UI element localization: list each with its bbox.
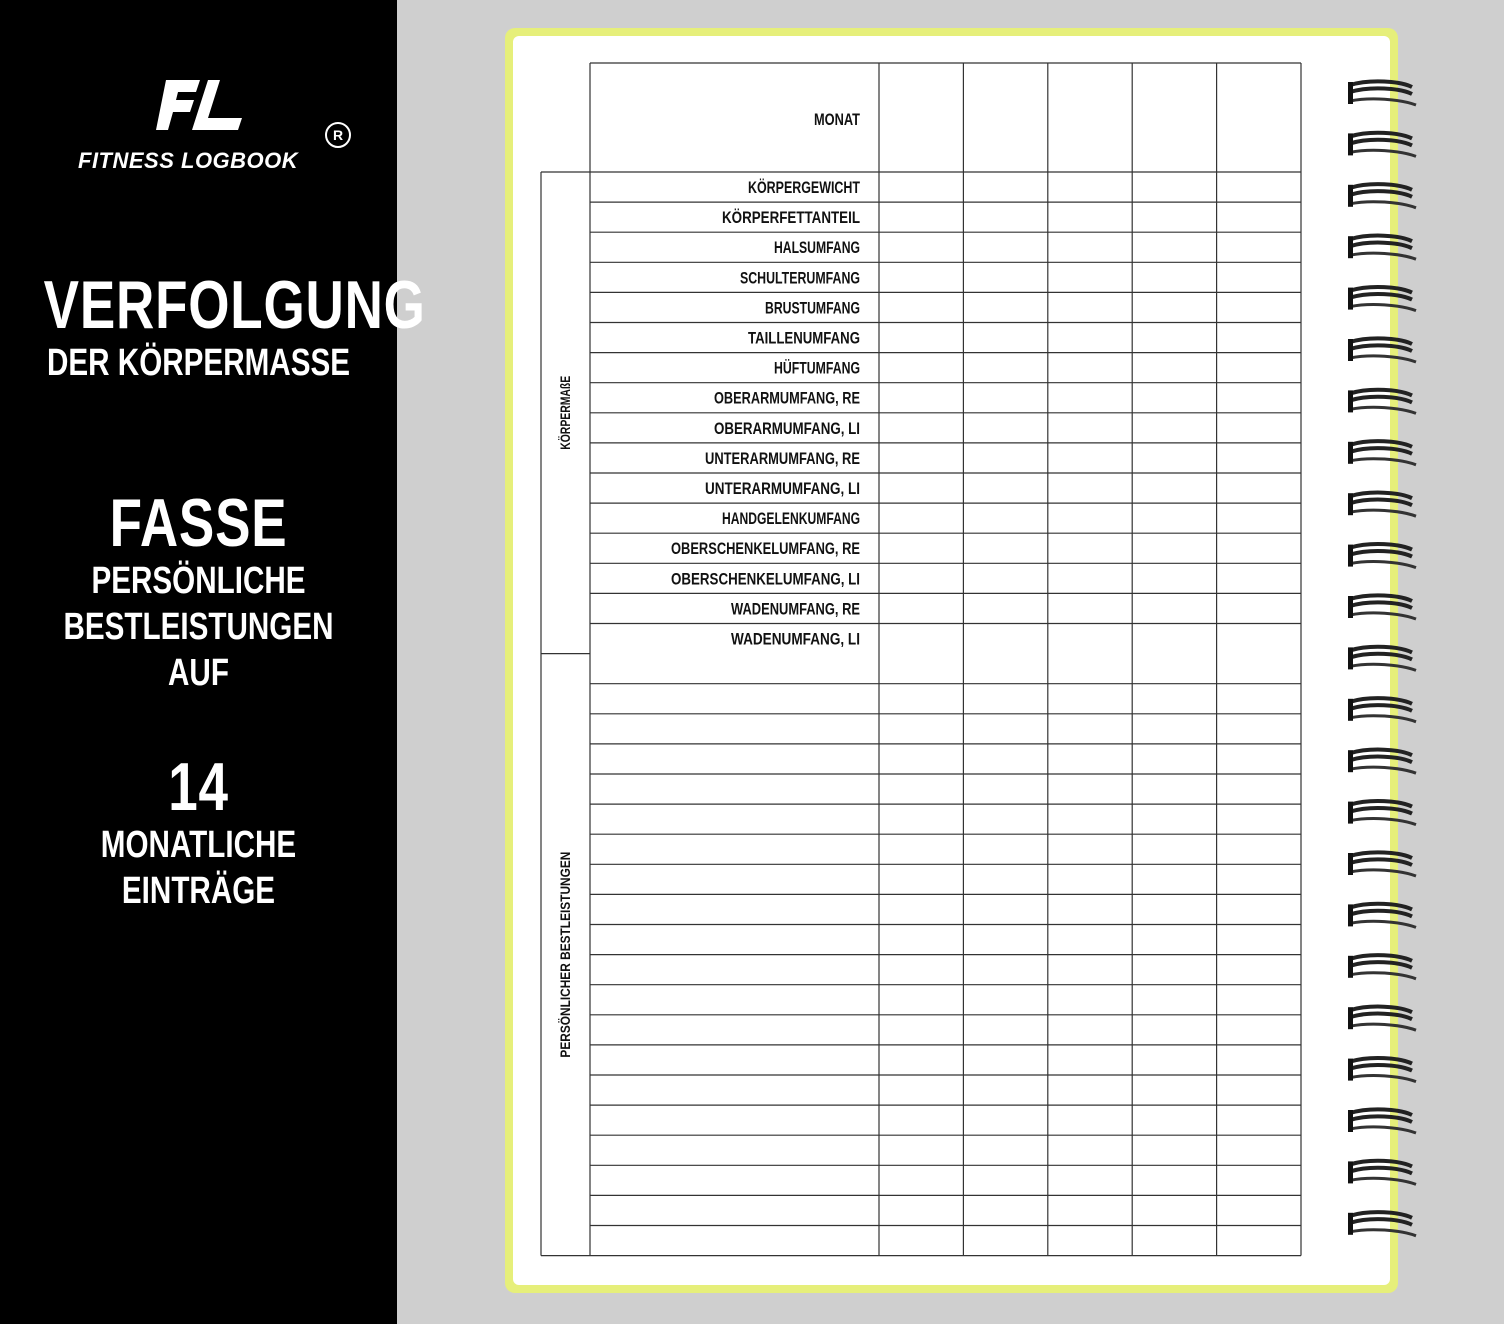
spiral-ring-icon xyxy=(1348,1058,1416,1082)
spiral-ring-icon xyxy=(1348,852,1416,876)
promo-records-sub-2: BESTLEISTUNGEN AUF xyxy=(63,606,334,694)
body-measure-label: WADENUMFANG, LI xyxy=(731,629,860,649)
spiral-ring-icon xyxy=(1348,544,1416,568)
promo-tracking-sub: DER KÖRPERMASSE xyxy=(46,342,351,384)
body-measure-label: UNTERARMUMFANG, RE xyxy=(705,448,860,468)
registered-mark-icon: R xyxy=(325,122,351,148)
body-measure-label: HANDGELENKUMFANG xyxy=(722,509,860,529)
spiral-ring-icon xyxy=(1348,81,1416,105)
brand-name: FITNESS LOGBOOK xyxy=(78,148,299,173)
spiral-ring-icon xyxy=(1348,133,1416,157)
spiral-ring-icon xyxy=(1348,750,1416,774)
promo-tracking xyxy=(43,267,426,386)
body-measure-label: OBERSCHENKELUMFANG, LI xyxy=(671,569,860,589)
body-measure-label: HÜFTUMFANG xyxy=(774,358,860,378)
spiral-ring-icon xyxy=(1348,955,1416,979)
section-records-label: PERSÖNLICHER BESTLEISTUNGEN xyxy=(557,814,573,1058)
spiral-ring-icon xyxy=(1348,647,1416,671)
promo-entries-count: 14 xyxy=(168,749,229,825)
section-body-label: KÖRPERMAßE xyxy=(557,350,573,450)
promo-records-title: FASSE xyxy=(109,485,288,561)
spiral-ring-icon xyxy=(1348,1109,1416,1133)
spiral-ring-icon xyxy=(1348,236,1416,260)
promo-entries-sub-2: EINTRÄGE xyxy=(121,870,276,912)
notebook xyxy=(505,28,1398,1293)
body-measure-label: SCHULTERUMFANG xyxy=(740,268,860,288)
promo-tracking-title: VERFOLGUNG xyxy=(43,267,426,343)
spiral-binding xyxy=(1340,0,1430,1324)
body-measure-label: BRUSTUMFANG xyxy=(765,298,860,318)
promo-entries-sub-1: MONATLICHE xyxy=(100,824,297,866)
notebook-page xyxy=(513,36,1390,1285)
body-measure-label: KÖRPERGEWICHT xyxy=(748,178,861,197)
log-table xyxy=(513,36,1390,1285)
promo-entries xyxy=(44,749,354,914)
body-measure-label: OBERARMUMFANG, LI xyxy=(714,418,860,438)
spiral-ring-icon xyxy=(1348,1161,1416,1185)
body-measure-label: OBERARMUMFANG, RE xyxy=(714,388,860,408)
spiral-ring-icon xyxy=(1348,801,1416,825)
body-measure-label: TAILLENUMFANG xyxy=(748,328,860,348)
spiral-ring-icon xyxy=(1348,441,1416,465)
promo-records-sub-1: PERSÖNLICHE xyxy=(91,560,306,602)
spiral-ring-icon xyxy=(1348,287,1416,311)
spiral-ring-icon xyxy=(1348,1212,1416,1236)
spiral-ring-icon xyxy=(1348,595,1416,619)
spiral-ring-icon xyxy=(1348,390,1416,414)
spiral-ring-icon xyxy=(1348,698,1416,722)
spiral-ring-icon xyxy=(1348,184,1416,208)
brand-logo xyxy=(0,68,397,178)
header-month-label: MONAT xyxy=(814,110,861,129)
spiral-ring-icon xyxy=(1348,1007,1416,1031)
spiral-ring-icon xyxy=(1348,904,1416,928)
promo-sidebar xyxy=(0,0,426,1324)
spiral-ring-icon xyxy=(1348,493,1416,517)
body-measure-label: KÖRPERFETTANTEIL xyxy=(722,208,860,228)
body-measure-label: WADENUMFANG, RE xyxy=(731,599,860,619)
spiral-ring-icon xyxy=(1348,338,1416,362)
promo-records xyxy=(44,485,354,696)
body-measure-label: UNTERARMUMFANG, LI xyxy=(705,479,860,498)
body-measure-label: OBERSCHENKELUMFANG, RE xyxy=(671,539,860,559)
fl-logo-icon xyxy=(156,76,246,134)
body-measure-label: HALSUMFANG xyxy=(774,238,860,258)
